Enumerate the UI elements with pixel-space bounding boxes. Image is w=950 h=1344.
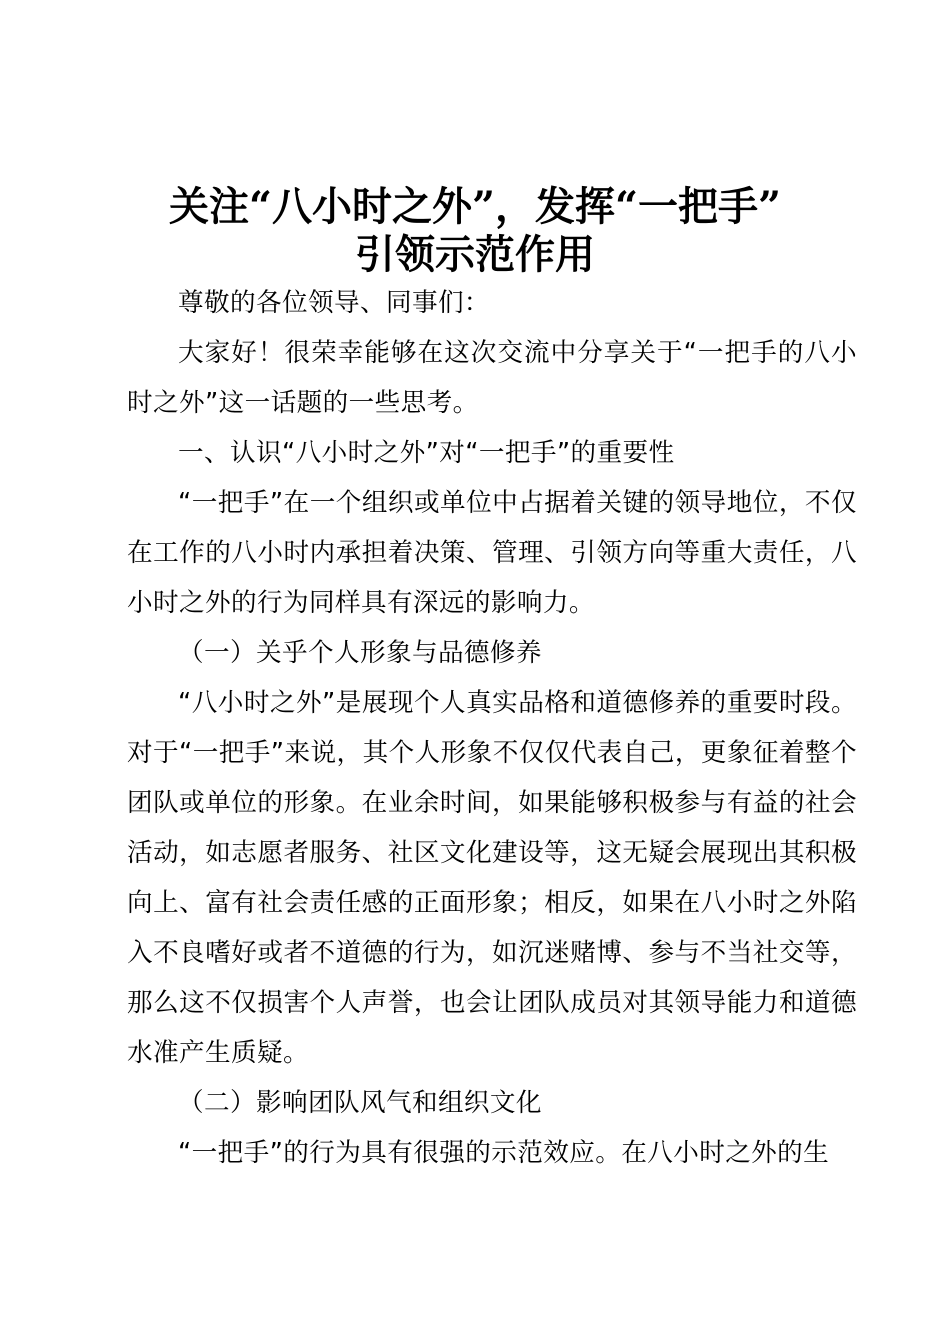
document-title-line-2: 引领示范作用 xyxy=(355,231,595,278)
document-body xyxy=(127,278,857,1178)
document-title-line-1: 关注“八小时之外”，发挥“一把手” xyxy=(168,183,782,230)
body-paragraph: “一把手”的行为具有很强的示范效应。在八小时之外的生 xyxy=(178,1138,830,1168)
subsection-heading-1: （一）关乎个人形象与品德修养 xyxy=(178,638,542,668)
opening-paragraph: 大家好！很荣幸能够在这次交流中分享关于“一把手的八小时之外”这一话题的一些思考。 xyxy=(127,338,857,418)
body-paragraph: “一把手”在一个组织或单位中占据着关键的领导地位，不仅在工作的八小时内承担着决策、管理、引领方向等重大责任，八小时之外的行为同样具有深远的影响力。 xyxy=(127,488,857,618)
subsection-heading-2: （二）影响团队风气和组织文化 xyxy=(178,1088,542,1118)
section-heading-1: 一、认识“八小时之外”对“一把手”的重要性 xyxy=(178,438,675,468)
salutation: 尊敬的各位领导、同事们： xyxy=(178,288,490,318)
body-paragraph: “八小时之外”是展现个人真实品格和道德修养的重要时段。对于“一把手”来说，其个人形象不仅仅代表自己，更象征着整个团队或单位的形象。在业余时间，如果能够积极参与有益的社会活动，如志愿者服务、社区文化建设等，这无疑会展现出其积极向上、富有社会责任感的正面形象；相反，如果在八小时之外陷入不良嗜好或者不道德的行为，如沉迷赌博、参与不当社交等，那么这不仅损害个人声誉，也会让团队成员对其领导能力和道德水准产生质疑。 xyxy=(127,688,857,1068)
